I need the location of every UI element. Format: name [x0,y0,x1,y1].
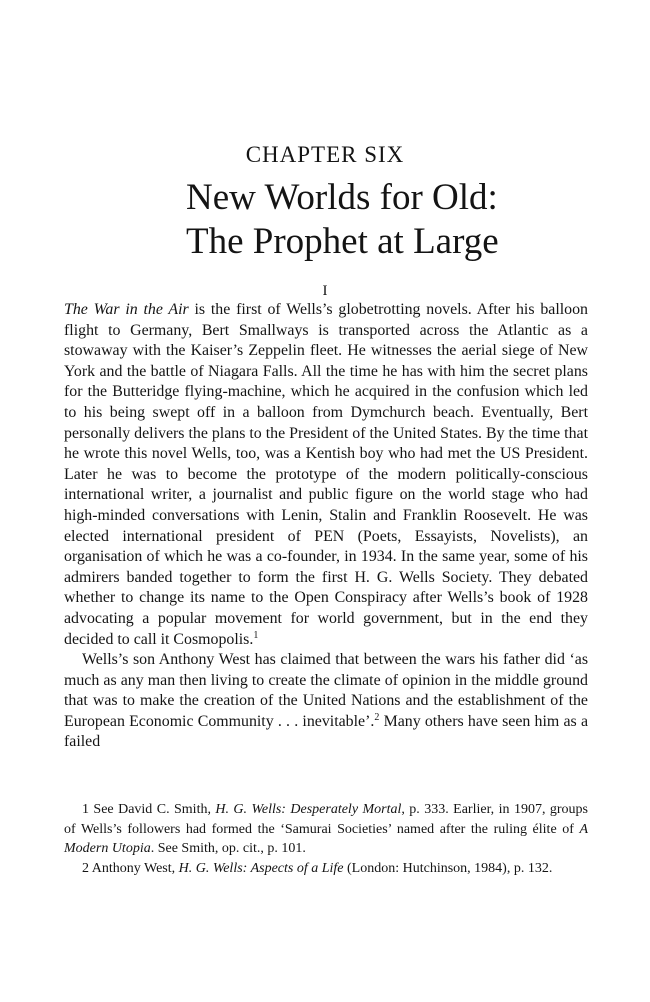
footnote-1-text-c: . See Smith, op. cit., p. 101. [150,841,306,856]
footnote-1-title-2: A Modern Utopia [64,821,588,856]
footnote-2-text-b: (London: Hutchinson, 1984), p. 132. [343,860,553,876]
body-text [64,300,588,753]
footnote-ref-2: 2 [374,711,380,723]
footnote-2-title: H. G. Wells: Aspects of a Life [178,860,344,876]
chapter-title-line-1: New Worlds for Old: [186,177,498,218]
footnote-1-text-b: , p. 333. Earlier, in 1907, groups of Wells’s followers had formed the ‘Samurai Societies’ named after the ruling élite of [64,802,588,837]
book-title-italic: The War in the Air [64,301,189,318]
section-number: I [322,283,328,299]
footnote-1 [64,800,588,859]
footnote-ref-1: 1 [253,629,259,641]
paragraph-2-text: Wells’s son Anthony West has claimed that between the wars his father did ‘as much as any man then living to create the climate of opinion in the middle ground that was to make the creation of the United Nations and the establishment of the European Economic Community . . . inevitable’. [64,651,588,730]
footnotes [64,800,588,878]
paragraph-1-text: is the first of Wells’s globetrotting novels. After his balloon flight to Germany, Bert Smallways is transported across the Atlantic as a stowaway with the Kaiser’s Zeppelin fleet. He witnesses the aerial siege of New York and the battle of Niagara Falls. All the time he has with him the secret plans for the Butteridge flying-machine, which he acquired in the confusion which led to his being swept off in a balloon from Dymchurch beach. Eventually, Bert personally delivers the plans to the President of the United States. By the time that he wrote this novel Wells, too, was a Kentish boy who had met the US President. Later he was to become the prototype of the modern politically-conscious international writer, a journalist and public figure on the world stage who had high-minded conversations with Lenin, Stalin and Franklin Roosevelt. He was elected international president of PEN (Poets, Essayists, Novelists), an organisation of which he was a co-founder, in 1934. In the same year, some of his admirers banded together to form the first H. G. Wells Society. They debated whether to change its name to the Open Conspiracy after Wells’s book of 1928 advocating a popular movement for world government, but in the end they decided to call it Cosmopolis. [64,301,588,648]
paragraph-1 [64,300,588,650]
paragraph-2 [64,650,588,753]
paragraph-2-tail: Many others have seen him as a failed [64,712,588,751]
chapter-title-line-2: The Prophet at Large [186,221,499,262]
footnote-2-text-a: 2 Anthony West, [82,860,179,876]
footnote-2 [64,859,588,879]
footnote-1-text-a: 1 See David C. Smith, [82,802,216,817]
chapter-label: CHAPTER SIX [245,142,405,167]
footnote-1-title-1: H. G. Wells: Desperately Mortal [215,802,402,817]
chapter-title [186,176,606,264]
